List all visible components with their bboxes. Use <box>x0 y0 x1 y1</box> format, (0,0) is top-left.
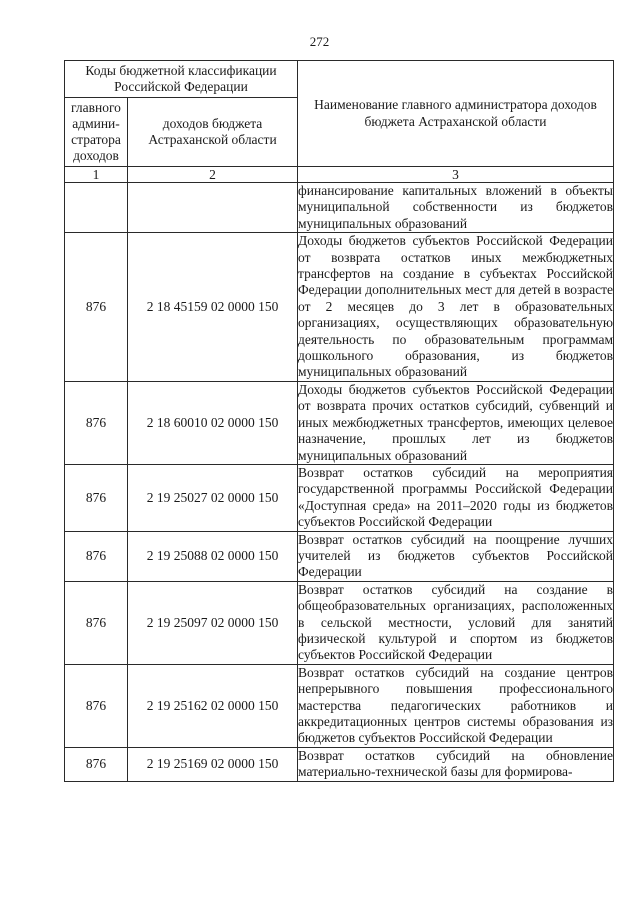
name-column-header: Наименование главного администратора доходов бюджета Астраханской области <box>298 61 614 167</box>
income-code-cell: 2 19 25169 02 0000 150 <box>128 747 298 781</box>
column-number: 2 <box>128 167 298 183</box>
admin-code-cell: 876 <box>65 233 128 382</box>
name-cell: Возврат остатков субсидий на создание в общеобразовательных организациях, расположенных в сельской местности, условий для занятий физической культурой и спортом из бюджетов субъектов Российской Федерации <box>298 581 614 663</box>
name-cell: Возврат остатков субсидий на создание центров непрерывного повышения профессионального мастерства педагогических работников и аккредитационных центров системы образования из бюджетов субъектов Российской Федерации <box>298 664 614 746</box>
income-code-cell: 2 18 60010 02 0000 150 <box>128 381 298 464</box>
table-row <box>65 233 614 382</box>
income-code-cell: 2 19 25097 02 0000 150 <box>128 581 298 664</box>
income-code-cell: 2 19 25162 02 0000 150 <box>128 664 298 747</box>
column-number: 1 <box>65 167 128 183</box>
admin-code-cell: 876 <box>65 464 128 531</box>
income-code-cell: 2 19 25088 02 0000 150 <box>128 531 298 581</box>
income-column-header: доходов бюджета Астраханской области <box>128 98 298 167</box>
table-row <box>65 664 614 747</box>
column-number-row <box>65 167 614 183</box>
table-row <box>65 183 614 233</box>
income-code-cell <box>128 183 298 233</box>
admin-code-cell: 876 <box>65 381 128 464</box>
table-row <box>65 581 614 664</box>
income-code-cell: 2 18 45159 02 0000 150 <box>128 233 298 382</box>
column-number: 3 <box>298 167 614 183</box>
admin-code-cell <box>65 183 128 233</box>
codes-group-header: Коды бюджетной классификации Российской Федерации <box>65 61 298 98</box>
admin-code-cell: 876 <box>65 581 128 664</box>
table-row <box>65 531 614 581</box>
admin-column-header: главного админи-стратора доходов <box>65 98 128 167</box>
admin-code-cell: 876 <box>65 747 128 781</box>
budget-classification-table <box>64 60 614 782</box>
name-cell: Возврат остатков субсидий на мероприятия государственной программы Российской Федерации «Доступная среда» на 2011–2020 годы из бюджетов субъектов Российской Федерации <box>298 464 614 530</box>
name-cell: Возврат остатков субсидий на поощрение лучших учителей из бюджетов субъектов Российской Федерации <box>298 531 614 580</box>
table-row <box>65 381 614 464</box>
table-row <box>65 747 614 781</box>
header-row-group <box>65 61 614 98</box>
page-number: 272 <box>309 34 330 49</box>
table-row <box>65 464 614 531</box>
name-cell: Возврат остатков субсидий на обновление материально-технической базы для формирова- <box>298 747 614 780</box>
name-cell: Доходы бюджетов субъектов Российской Федерации от возврата прочих остатков субсидий, субвенций и иных межбюджетных трансфертов, имеющих целевое назначение, прошлых лет из бюджетов муниципальных образований <box>298 381 614 463</box>
income-code-cell: 2 19 25027 02 0000 150 <box>128 464 298 531</box>
admin-code-cell: 876 <box>65 664 128 747</box>
admin-code-cell: 876 <box>65 531 128 581</box>
name-cell: финансирование капитальных вложений в объекты муниципальной собственности из бюджетов муниципальных образований <box>298 183 614 231</box>
name-cell: Доходы бюджетов субъектов Российской Федерации от возврата остатков иных межбюджетных трансфертов на создание в субъектах Российской Федерации дополнительных мест для детей в возрасте от 2 месяцев до 3 лет в образовательных организациях, осуществляющих образовательную деятельность по образовательным программам дошкольного образования, из бюджетов муниципальных образований <box>298 233 614 380</box>
